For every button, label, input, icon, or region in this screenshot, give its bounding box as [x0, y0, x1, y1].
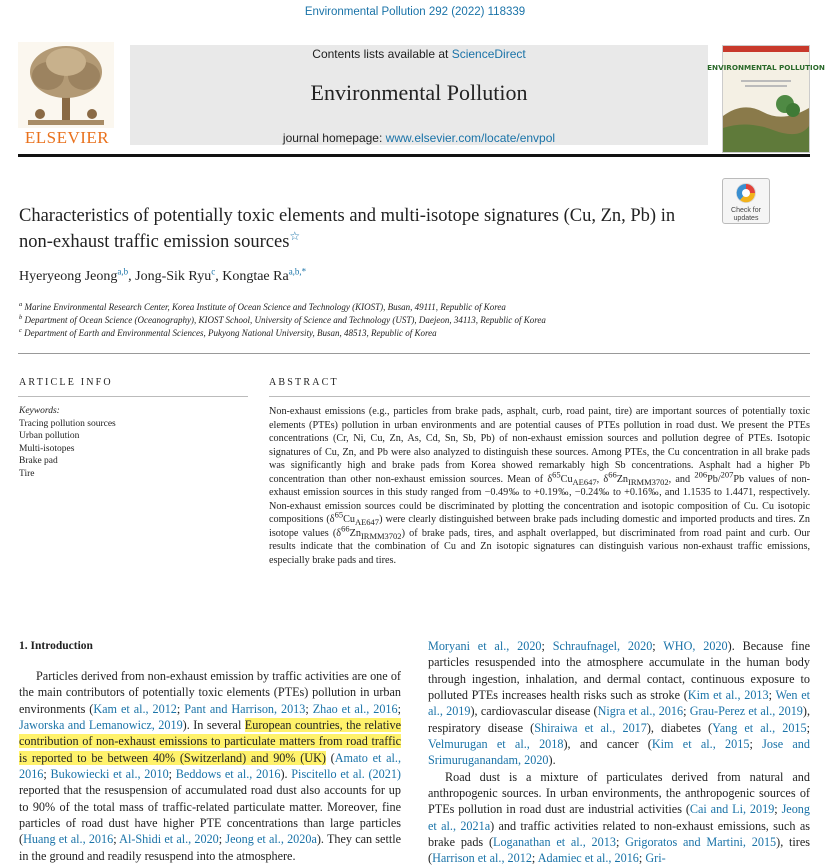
- reference-link[interactable]: Kam et al., 2012: [93, 701, 177, 716]
- keywords-label: Keywords:: [19, 406, 60, 416]
- reference-link[interactable]: Al-Shidi et al., 2020: [119, 832, 219, 847]
- reference-link[interactable]: Cai and Li, 2019: [689, 802, 775, 817]
- keyword: Brake pad: [19, 456, 58, 466]
- sciencedirect-link[interactable]: ScienceDirect: [451, 47, 526, 61]
- reference-link[interactable]: Kim et al., 2013: [687, 688, 769, 703]
- contents-line: Contents lists available at ScienceDirect: [312, 47, 526, 61]
- elsevier-wordmark: ELSEVIER: [24, 128, 110, 147]
- reference-link[interactable]: Nigra et al., 2016: [597, 704, 684, 719]
- reference-link[interactable]: Shiraiwa et al., 2017: [534, 720, 647, 735]
- highlighted-text: European countries, the relative contribution of non-exhaust emissions to particulate matters from road traffic is reported to be between 40% (Switzerland) and 90% (UK): [19, 718, 401, 765]
- reference-link[interactable]: Harrison et al., 2012: [432, 851, 532, 866]
- reference-link[interactable]: Schraufnagel, 2020: [552, 639, 653, 653]
- author-list: Hyeryeong Jeong$^{a,b}$, Jong-Sik Ryu$^c$, Kongtae $Ra^{a,b,*}$: [19, 266, 307, 284]
- abstract-text: Non-exhaust emissions (e.g., particles from brake pads, asphalt, curb, road paint, tire) are important sources of potentially toxic elements (PTEs) pollution in urban environments and are potential causes of PTEs pollution in road dust. We present the PTEs concentrations (Cr, Ni, Cu, Zn, As, Cd, Sn, Sb, Pb) of non-exhaust emission sources and pollution degree of PTEs. Isotopic signatures of Cu, Zn, and Pb were also analyzed to distinguish these sources. Among PTEs, the Cu concentration in all brake pads was significantly high and brake pads from Korea showed remarkably high Sb concentrations. Asphalt had a higher Pb concentration than other non-exhaust emission sources. Mean of $\delta^{65}Cu_{AE647}$, $\delta^{66}Zn_{IRMM3702}$, and $^{206}$Pb/$^{207}$Pb values of non-exhaust emission sources in this study ranged from −0.49‰ to +0.19‰, −0.24‰ to +0.16‰, and 1.1535 to 1.4471, respectively. Non-exhaust emission sources could be discriminated by plotting the concentration and isotopic composition of Cu. Cu isotopic compositions $(\delta^{65}Cu_{AE647})$ were clearly distinguished between brake pads including domestic and imported products and tires. Zn isotope values $(\delta^{66}Zn_{IRMM3702})$ of brake pads, tires, and asphalt overlapped, but discriminated from road paint and curb. Our results indicate that the combination of Cu and Zn isotopic signatures can distinguish various non-exhaust traffic emissions, especially brake pads and tires.: [269, 406, 810, 567]
- reference-link[interactable]: Wen et al., 2019: [428, 688, 811, 719]
- affiliation: $^c$ Department of Earth and Environmental Sciences, Pukyong National University, Busan, 48513, Republic of Korea: [19, 327, 437, 338]
- affiliation-rule: [18, 353, 810, 354]
- reference-link[interactable]: Zhao et al., 2016: [312, 701, 398, 716]
- reference-link[interactable]: Grau-Perez et al., 2019: [689, 704, 803, 719]
- check-for-updates-label: Check for updates: [731, 207, 761, 222]
- keywords-block: [19, 405, 116, 480]
- reference-link[interactable]: Yang et al., 2015: [712, 720, 807, 735]
- author-name[interactable]: Hyeryeong Jeong: [19, 269, 118, 284]
- author-affiliation-marks[interactable]: c: [211, 266, 216, 277]
- reference-link[interactable]: Jaworska and Lemanowicz, 2019: [19, 718, 183, 733]
- reference-link[interactable]: Jeong et al., 2021a: [428, 802, 810, 833]
- check-for-updates-button[interactable]: [722, 178, 770, 224]
- affiliation: $^b$ Department of Ocean Science (Oceanography), KIOST School, University of Science and Technology (UST), Daejeon, 34113, Republic of Korea: [19, 314, 546, 325]
- abstract-rule: [269, 396, 810, 397]
- reference-link[interactable]: Grigoratos and Martini, 2015: [625, 835, 777, 850]
- journal-citation[interactable]: Environmental Pollution 292 (2022) 118339: [304, 6, 526, 18]
- header-rule: [18, 154, 810, 157]
- keyword: Multi-isotopes: [19, 443, 75, 454]
- keyword: Tire: [19, 468, 35, 479]
- body-column-left: [19, 668, 401, 864]
- body-column-right: [428, 638, 810, 867]
- reference-link[interactable]: Gri-: [645, 851, 666, 866]
- reference-link[interactable]: Velmurugan et al., 2018: [428, 737, 564, 752]
- article-info-rule: [18, 396, 248, 397]
- paragraph: Road dust is a mixture of particulates derived from natural and anthropogenic sources. In urban environments, the anthropogenic sources of PTEs pollution in road dust are industrial activities (Cai and Li, 2019; Jeong et al., 2021a) and traffic activities related to non-exhaust emissions, such as brake pads (Loganathan et al., 2013; Grigoratos and Martini, 2015), tires (Harrison et al., 2012; Adamiec et al., 2016; Gri-: [428, 769, 811, 866]
- section-heading: 1. Introduction: [19, 640, 93, 652]
- title-footnote-link[interactable]: ☆: [289, 228, 301, 243]
- reference-link[interactable]: Loganathan et al., 2013: [493, 835, 616, 850]
- reference-link[interactable]: Adamiec et al., 2016: [537, 851, 639, 866]
- article-title: Characteristics of potentially toxic elements and multi-isotope signatures (Cu, Zn, Pb) in non-exhaust traffic emission sources☆: [19, 206, 676, 252]
- update-badge-icon: [735, 182, 757, 204]
- reference-link[interactable]: Huang et al., 2016: [23, 832, 114, 847]
- reference-link[interactable]: Kim et al., 2015: [651, 737, 750, 752]
- keyword: Tracing pollution sources: [19, 418, 116, 429]
- author-name[interactable]: Jong-Sik Ryu: [135, 269, 212, 284]
- author-name[interactable]: Kongtae Ra: [222, 269, 289, 284]
- abstract-heading: ABSTRACT: [269, 377, 339, 388]
- paragraph: Particles derived from non-exhaust emission by traffic activities are one of the main contributors of potentially toxic elements (PTEs) pollution in urban environments (Kam et al., 2012; Pant and Harrison, 2013; Zhao et al., 2016; Jaworska and Lemanowicz, 2019). In several European countries, the relative contribution of non-exhaust emissions to particulate matters from road traffic is reported to be between 40% (Switzerland) and 90% (UK) (Amato et al., 2016; Bukowiecki et al., 2010; Beddows et al., 2016). Piscitello et al. (2021) reported that the resuspension of accumulated road dust also accounts for up to 90% of the total mass of traffic-related particulate matter. Moreover, fine particles of road dust have higher PTE concentrations than large particles (Huang et al., 2016; Al-Shidi et al., 2020; Jeong et al., 2020a). They can settle in the ground and readily resuspend into the atmosphere.: [19, 669, 402, 863]
- reference-link[interactable]: Bukowiecki et al., 2010: [50, 767, 169, 782]
- cover-title: ENVIRONMENTAL POLLUTION: [707, 63, 825, 72]
- reference-link[interactable]: Pant and Harrison, 2013: [184, 701, 306, 716]
- reference-link[interactable]: Beddows et al., 2016: [175, 767, 281, 782]
- homepage-line: journal homepage: www.elsevier.com/locate/envpol: [282, 131, 556, 145]
- reference-link[interactable]: Moryani et al., 2020: [428, 639, 542, 653]
- journal-name: Environmental Pollution: [310, 80, 528, 105]
- reference-link[interactable]: Piscitello et al. (2021): [291, 767, 401, 782]
- reference-link[interactable]: Jeong et al., 2020a: [225, 832, 317, 847]
- article-info-heading: ARTICLE INFO: [19, 377, 113, 388]
- paragraph: Moryani et al., 2020; Schraufnagel, 2020; WHO, 2020). Because fine particles resuspended into the atmosphere accumulate in the human body through ingestion, inhalation, and dermal contact, continuous exposure to polluted PTEs increases health risks such as stroke (Kim et al., 2013; Wen et al., 2019), cardiovascular disease (Nigra et al., 2016; Grau-Perez et al., 2019), respiratory disease (Shiraiwa et al., 2017), diabetes (Yang et al., 2015; Velmurugan et al., 2018), and cancer (Kim et al., 2015; Jose and Srimuruganandam, 2020).: [428, 639, 811, 768]
- reference-link[interactable]: Amato et al., 2016: [19, 750, 401, 782]
- affiliation: $^a$ Marine Environmental Research Center, Korea Institute of Ocean Science and Technology (KIOST), Busan, 49111, Republic of Korea: [19, 301, 506, 312]
- reference-link[interactable]: WHO, 2020: [663, 639, 728, 653]
- journal-cover-image[interactable]: [707, 45, 825, 153]
- homepage-link[interactable]: www.elsevier.com/locate/envpol: [385, 131, 556, 145]
- reference-link[interactable]: Jose and Srimuruganandam, 2020: [428, 737, 810, 768]
- author-affiliation-marks[interactable]: a,b: [117, 266, 129, 277]
- keyword: Urban pollution: [19, 431, 80, 441]
- author-affiliation-marks[interactable]: a,b,*: [288, 266, 307, 277]
